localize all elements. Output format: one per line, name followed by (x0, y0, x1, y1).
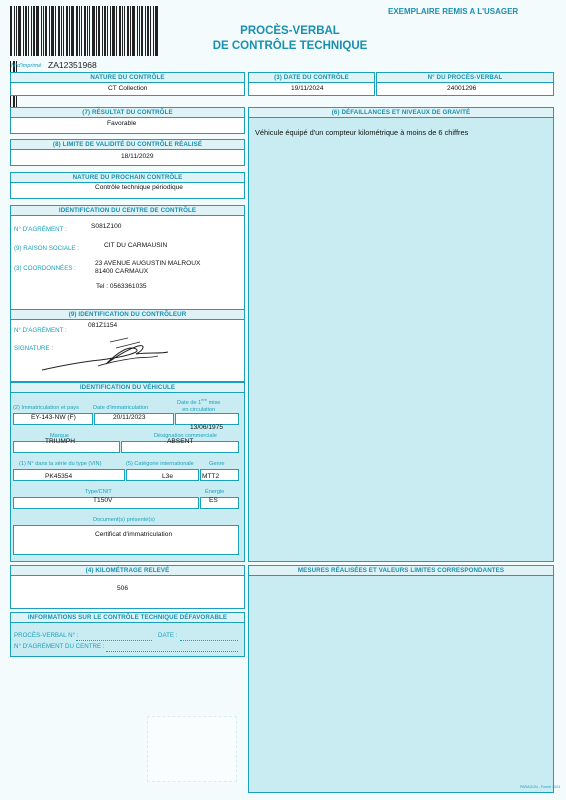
barcode-bar (84, 6, 86, 56)
barcode-bar (89, 6, 90, 56)
signature-image (40, 336, 170, 374)
footer-note: PARAGON - Forme 2024 (520, 785, 561, 789)
barcode-bar (112, 6, 115, 56)
centre-box (10, 205, 245, 311)
date-immat-value: 20/11/2023 (113, 414, 146, 421)
resultat-header: (7) RÉSULTAT DU CONTRÔLE (10, 107, 245, 118)
barcode-bar (43, 6, 44, 56)
barcode-bar (58, 6, 60, 56)
defavorable-agrement-label: N° D'AGRÉMENT DU CENTRE : (14, 643, 105, 650)
centre-address2: 81400 CARMAUX (95, 268, 149, 275)
date-value: 19/11/2024 (291, 85, 324, 92)
marque-value: TRIUMPH (45, 438, 76, 445)
barcode-bar (63, 6, 64, 56)
barcode-bar (150, 6, 151, 56)
barcode-bar (79, 6, 80, 56)
categorie-value: L3e (162, 473, 174, 480)
defaillances-text: Véhicule équipé d'un compteur kilométrique à moins de 6 chiffres (255, 128, 469, 137)
centre-header: IDENTIFICATION DU CENTRE DE CONTRÔLE (10, 205, 245, 216)
centre-agrement-label: N° D'AGRÉMENT : (14, 226, 67, 233)
barcode-bar (96, 6, 97, 56)
barcode-bar (28, 6, 29, 56)
barcode-bar (104, 6, 106, 56)
stamp-area (147, 716, 237, 782)
barcode-bar (18, 6, 21, 56)
barcode-bar (102, 6, 103, 56)
barcode-bar (127, 6, 129, 56)
print-number-value: ZA12351968 (48, 60, 97, 70)
barcode-bar (87, 6, 88, 56)
prochain-value: Contrôle technique périodique (95, 184, 183, 191)
barcode-bar (36, 6, 39, 56)
barcode-bar (124, 6, 125, 56)
page-title-line2: DE CONTRÔLE TECHNIQUE (212, 40, 368, 52)
barcode-bar (66, 6, 68, 56)
barcode-bar (119, 6, 121, 56)
immat-label: (2) Immatriculation et pays (13, 405, 79, 411)
barcode-bar (49, 6, 50, 56)
centre-tel: Tel : 0563361035 (96, 283, 147, 290)
centre-raison-label: (9) RAISON SOCIALE : (14, 245, 79, 252)
date-header: (3) DATE DU CONTRÔLE (248, 72, 375, 83)
barcode-bar (145, 6, 146, 56)
barcode-bar (69, 6, 70, 56)
barcode-bar (45, 6, 47, 56)
defavorable-date-line (180, 640, 238, 641)
barcode-bar (31, 6, 32, 56)
barcode-bar (116, 6, 117, 56)
barcode-bar (147, 6, 149, 56)
barcode-bar (153, 6, 154, 56)
barcode (10, 6, 160, 56)
vehicule-header: IDENTIFICATION DU VÉHICULE (10, 382, 245, 393)
barcode-bar (23, 6, 24, 56)
documents-label: Document(s) présenté(s) (93, 517, 155, 523)
nature-value: CT Collection (108, 85, 148, 92)
centre-address1: 23 AVENUE AUGUSTIN MALROUX (95, 260, 201, 267)
barcode-bar (155, 6, 158, 56)
barcode-bar (110, 6, 111, 56)
barcode-bar (137, 6, 138, 56)
print-number-label: N°d'imprimé (11, 63, 42, 69)
vin-value: PK45354 (45, 473, 73, 480)
controleur-agrement-value: 081Z1154 (88, 322, 118, 329)
barcode-bar (61, 6, 62, 56)
barcode-bar (41, 6, 42, 56)
barcode-bar (55, 6, 56, 56)
barcode-bar (130, 6, 131, 56)
pv-value: 24001296 (447, 85, 477, 92)
vin-label: (1) N° dans la série du type (VIN) (19, 461, 102, 467)
date-immat-label: Date d'immatriculation (93, 405, 149, 411)
mesures-header: MESURES RÉALISÉES ET VALEURS LIMITES CORRESPONDANTES (248, 565, 554, 576)
barcode-bar (33, 6, 35, 56)
barcode-bar (122, 6, 123, 56)
barcode-bar (92, 6, 95, 56)
resultat-value: Favorable (107, 120, 137, 127)
energie-field (200, 497, 239, 509)
nature-header: NATURE DU CONTRÔLE (10, 72, 245, 83)
barcode-bar (10, 6, 12, 56)
documents-value: Certificat d'immatriculation (95, 531, 173, 538)
centre-raison-value: CIT DU CARMAUSIN (104, 242, 168, 249)
prochain-header: NATURE DU PROCHAIN CONTRÔLE (10, 172, 245, 183)
defaillances-header: (6) DÉFAILLANCES ET NIVEAUX DE GRAVITÉ (248, 107, 554, 118)
signature-label: SIGNATURE : (14, 345, 54, 352)
controleur-agrement-label: N° D'AGRÉMENT : (14, 327, 67, 334)
barcode-bar (81, 6, 82, 56)
premiere-value: 13/06/1975 (190, 424, 224, 431)
barcode-bar (139, 6, 140, 56)
defavorable-pv-label: PROCÈS-VERBAL N° : (14, 632, 79, 639)
documents-field (13, 525, 239, 555)
barcode-bar (25, 6, 27, 56)
genre-label: Genre (209, 461, 225, 467)
barcode-bar (51, 6, 54, 56)
categorie-label: (5) Catégorie internationale (126, 461, 194, 467)
energie-label: Énergie (205, 489, 225, 495)
barcode-bar (76, 6, 78, 56)
designation-value: ABSENT (167, 438, 194, 445)
defavorable-date-label: DATE : (158, 632, 178, 639)
page-title-line1: PROCÈS-VERBAL (240, 25, 340, 37)
defavorable-header: INFORMATIONS SUR LE CONTRÔLE TECHNIQUE DÉFAVORABLE (10, 612, 245, 623)
defaillances-panel (248, 107, 554, 562)
mesures-panel (248, 565, 554, 793)
barcode-bar (107, 6, 108, 56)
controleur-header: (9) IDENTIFICATION DU CONTRÔLEUR (10, 309, 245, 320)
kilometrage-header: (4) KILOMÉTRAGE RELEVÉ (10, 565, 245, 576)
designation-label: Désignation commerciale (154, 433, 217, 439)
type-value: T150V (93, 497, 113, 504)
barcode-bar (141, 6, 143, 56)
copy-label: EXEMPLAIRE REMIS A L'USAGER (388, 7, 519, 16)
immat-value: EY-143-NW (F) (31, 414, 76, 421)
defavorable-agrement-line (106, 651, 238, 652)
barcode-bar (14, 6, 15, 56)
barcode-bar (98, 6, 100, 56)
kilometrage-value: 506 (117, 585, 129, 592)
energie-value: ES (209, 497, 218, 504)
marque-label: Marque (50, 433, 69, 439)
barcode-bar (71, 6, 74, 56)
barcode-bar (16, 6, 17, 56)
pv-header: N° DU PROCÈS-VERBAL (376, 72, 554, 83)
type-label: Type/CNIT (85, 489, 112, 495)
genre-value: MTT2 (202, 473, 220, 480)
barcode-bar (132, 6, 135, 56)
validite-value: 18/11/2029 (121, 153, 154, 160)
centre-coord-label: (3) COORDONNÉES : (14, 265, 76, 272)
defavorable-pv-line (76, 640, 152, 641)
validite-header: (8) LIMITE DE VALIDITÉ DU CONTRÔLE RÉALISÉ (10, 139, 245, 150)
premiere-circulation-label: Date de 1ère mise en circulation (177, 397, 221, 413)
centre-agrement-value: S081Z100 (91, 223, 122, 230)
